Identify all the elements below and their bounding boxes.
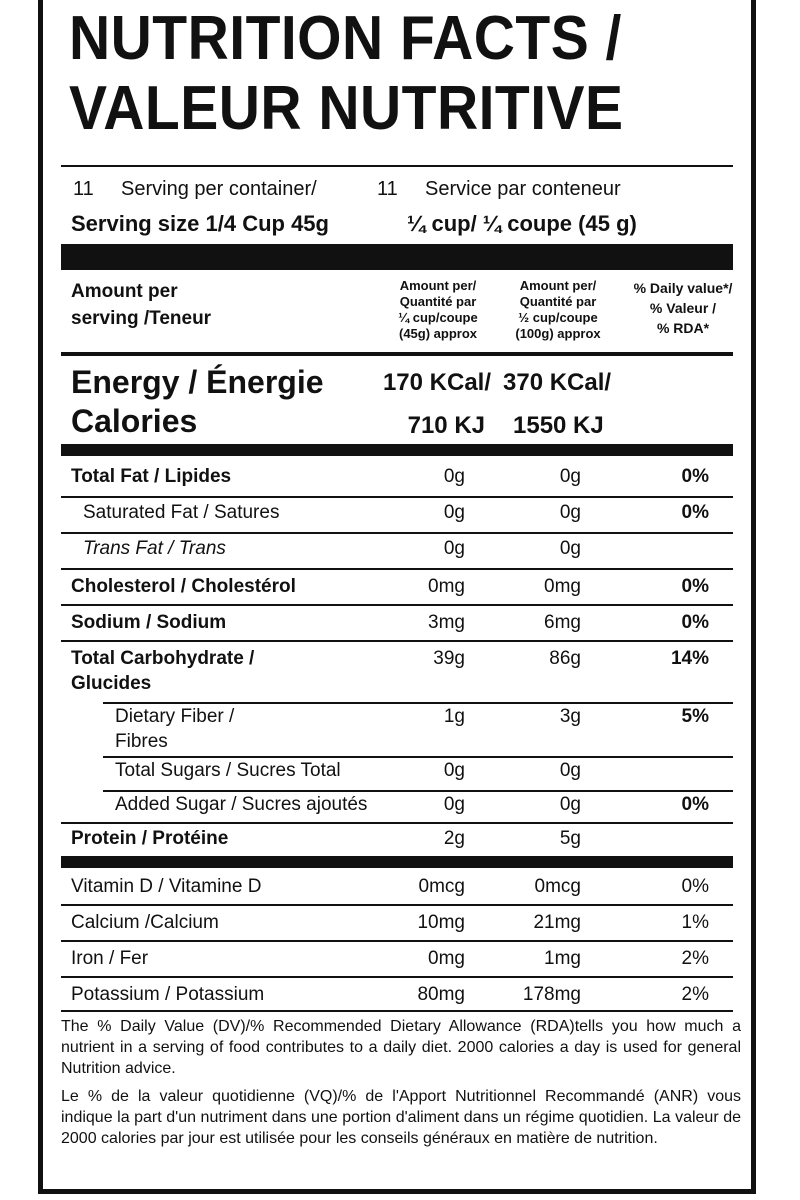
vitamin-value-col2: 178mg [522, 984, 581, 1005]
nutrient-daily-value: 0% [681, 794, 709, 815]
row-divider [61, 940, 733, 942]
nutrient-value-col1: 3mg [428, 612, 465, 633]
nutrient-value-col2: 0g [559, 502, 581, 523]
divider [61, 1010, 733, 1012]
row-divider [61, 640, 733, 642]
serving-size-en: Serving size 1/4 Cup 45g [71, 211, 329, 236]
nutrient-value-col1: 0g [443, 466, 465, 487]
col2-header-l4: (100g) approx [515, 326, 601, 341]
nutrient-value-col2: 3g [559, 706, 581, 727]
nutrient-name: Total Sugars / Sucres Total [115, 760, 341, 781]
row-divider [61, 532, 733, 534]
nutrient-name: Saturated Fat / Satures [83, 502, 280, 523]
vitamin-daily-value: 2% [681, 984, 709, 1005]
panel-title [69, 4, 695, 144]
nutrient-value-col1: 0g [443, 760, 465, 781]
nutrient-value-col1: 0g [443, 502, 465, 523]
nutrient-daily-value: 5% [681, 706, 709, 727]
nutrient-value-col2: 5g [559, 828, 581, 849]
col2-header-l3: ½ cup/coupe [518, 310, 598, 325]
vitamin-value-col1: 0mcg [418, 876, 465, 897]
nutrient-value-col2: 0g [559, 760, 581, 781]
thick-divider [61, 856, 733, 868]
energy-col2-kj: 1550 KJ [513, 412, 604, 439]
footnote-en: The % Daily Value (DV)/% Recommended Dietary Allowance (RDA)tells you how much a nutrient in a serving of food contributes to a daily diet. 2000 calories a day is used for general Nutrition advice. [61, 1018, 741, 1077]
nutrient-name-line2: Fibres [115, 731, 168, 752]
nutrient-name: Total Fat / Lipides [71, 466, 232, 487]
nutrient-name: Sodium / Sodium [71, 612, 227, 633]
row-divider [103, 790, 733, 792]
row-divider [61, 496, 733, 498]
amount-header [71, 278, 211, 332]
nutrient-value-col1: 0g [443, 794, 465, 815]
divider [61, 165, 733, 167]
row-divider [103, 756, 733, 758]
amount-header-line2: serving /Teneur [71, 308, 212, 329]
title-line-1: NUTRITION FACTS / [69, 4, 622, 73]
nutrient-value-col1: 2g [443, 828, 465, 849]
row-divider [61, 904, 733, 906]
vitamin-daily-value: 1% [681, 912, 709, 933]
vitamin-daily-value: 0% [681, 876, 709, 897]
nutrient-value-col1: 0mg [428, 576, 465, 597]
serving-size-fr: ¼ cup/ ¼ coupe (45 g) [407, 211, 637, 236]
nutrient-daily-value: 0% [681, 576, 709, 597]
col1-header-l4: (45g) approx [398, 326, 477, 341]
nutrient-value-col2: 0g [559, 538, 581, 559]
nutrient-name-line2: Glucides [71, 673, 152, 694]
col2-header-l1: Amount per/ [519, 278, 597, 293]
vitamin-value-col1: 80mg [417, 984, 465, 1005]
energy-col2-kcal: 370 KCal/ [503, 369, 612, 396]
nutrient-daily-value: 0% [681, 466, 709, 487]
energy-col1-kcal: 170 KCal/ [382, 369, 491, 396]
vitamin-value-col1: 10mg [417, 912, 465, 933]
row-divider [61, 568, 733, 570]
energy-label: Energy / Énergie [71, 364, 324, 400]
nutrient-value-col1: 0g [443, 538, 465, 559]
nutrient-value-col2: 0g [559, 794, 581, 815]
nutrient-value-col2: 0g [559, 466, 581, 487]
vitamin-name: Calcium /Calcium [71, 912, 219, 933]
calories-label: Calories [71, 403, 198, 439]
col3-header-l3: % RDA* [656, 320, 710, 336]
nutrient-name: Protein / Protéine [71, 828, 229, 849]
col3-header-l2: % Valeur / [649, 300, 717, 316]
nutrient-value-col2: 0mg [544, 576, 581, 597]
col1-header-l1: Amount per/ [399, 278, 477, 293]
nutrient-value-col2: 86g [549, 648, 581, 669]
nutrient-daily-value: 0% [681, 612, 709, 633]
nutrient-name: Cholesterol / Cholestérol [71, 576, 296, 597]
thick-divider [61, 244, 733, 270]
nutrient-daily-value: 14% [670, 648, 709, 669]
nutrient-daily-value: 0% [681, 502, 709, 523]
nutrient-value-col2: 6mg [544, 612, 581, 633]
nutrient-name: Trans Fat / Trans [83, 538, 226, 559]
vitamin-name: Potassium / Potassium [71, 984, 265, 1005]
nutrition-facts-panel [38, 0, 756, 1194]
nutrient-name: Added Sugar / Sucres ajoutés [115, 794, 368, 815]
vitamin-name: Vitamin D / Vitamine D [71, 876, 262, 897]
vitamin-value-col2: 0mcg [534, 876, 581, 897]
nutrient-name: Total Carbohydrate / [71, 648, 255, 669]
servings-count-fr: 11 [377, 178, 398, 200]
nutrient-value-col1: 1g [443, 706, 465, 727]
servings-label-en: Serving per container/ [121, 178, 317, 200]
col2-header [498, 278, 618, 342]
vitamin-value-col1: 0mg [428, 948, 465, 969]
vitamin-name: Iron / Fer [71, 948, 149, 969]
col2-header-l2: Quantité par [519, 294, 597, 309]
row-divider [61, 822, 733, 824]
thick-divider [61, 444, 733, 456]
row-divider [61, 604, 733, 606]
col3-header [618, 278, 748, 338]
vitamin-daily-value: 2% [681, 948, 709, 969]
nutrient-name: Dietary Fiber / [115, 706, 235, 727]
col1-header-l3: ¼ cup/coupe [398, 310, 478, 325]
col1-header-l2: Quantité par [399, 294, 477, 309]
vitamin-value-col2: 1mg [544, 948, 581, 969]
col3-header-l1: % Daily value*/ [633, 280, 733, 296]
energy-col1-kj: 710 KJ [407, 412, 485, 439]
footnote-fr: Le % de la valeur quotidienne (VQ)/% de l'Apport Nutritionnel Recommandé (ANR) vous indique la part d'un nutriment dans une portion d'aliment dans un régime quotidien. La valeur de 2000 calories par jour est utilisée pour les conseils généraux en matière de nutrition. [61, 1088, 741, 1147]
servings-count: 11 [73, 178, 94, 200]
row-divider [103, 702, 733, 704]
divider [61, 352, 733, 356]
vitamin-value-col2: 21mg [533, 912, 581, 933]
amount-header-line1: Amount per [71, 281, 178, 302]
nutrient-value-col1: 39g [433, 648, 465, 669]
row-divider [61, 976, 733, 978]
servings-label-fr: Service par conteneur [425, 178, 621, 200]
col1-header [378, 278, 498, 342]
title-line-2: VALEUR NUTRITIVE [69, 74, 624, 143]
